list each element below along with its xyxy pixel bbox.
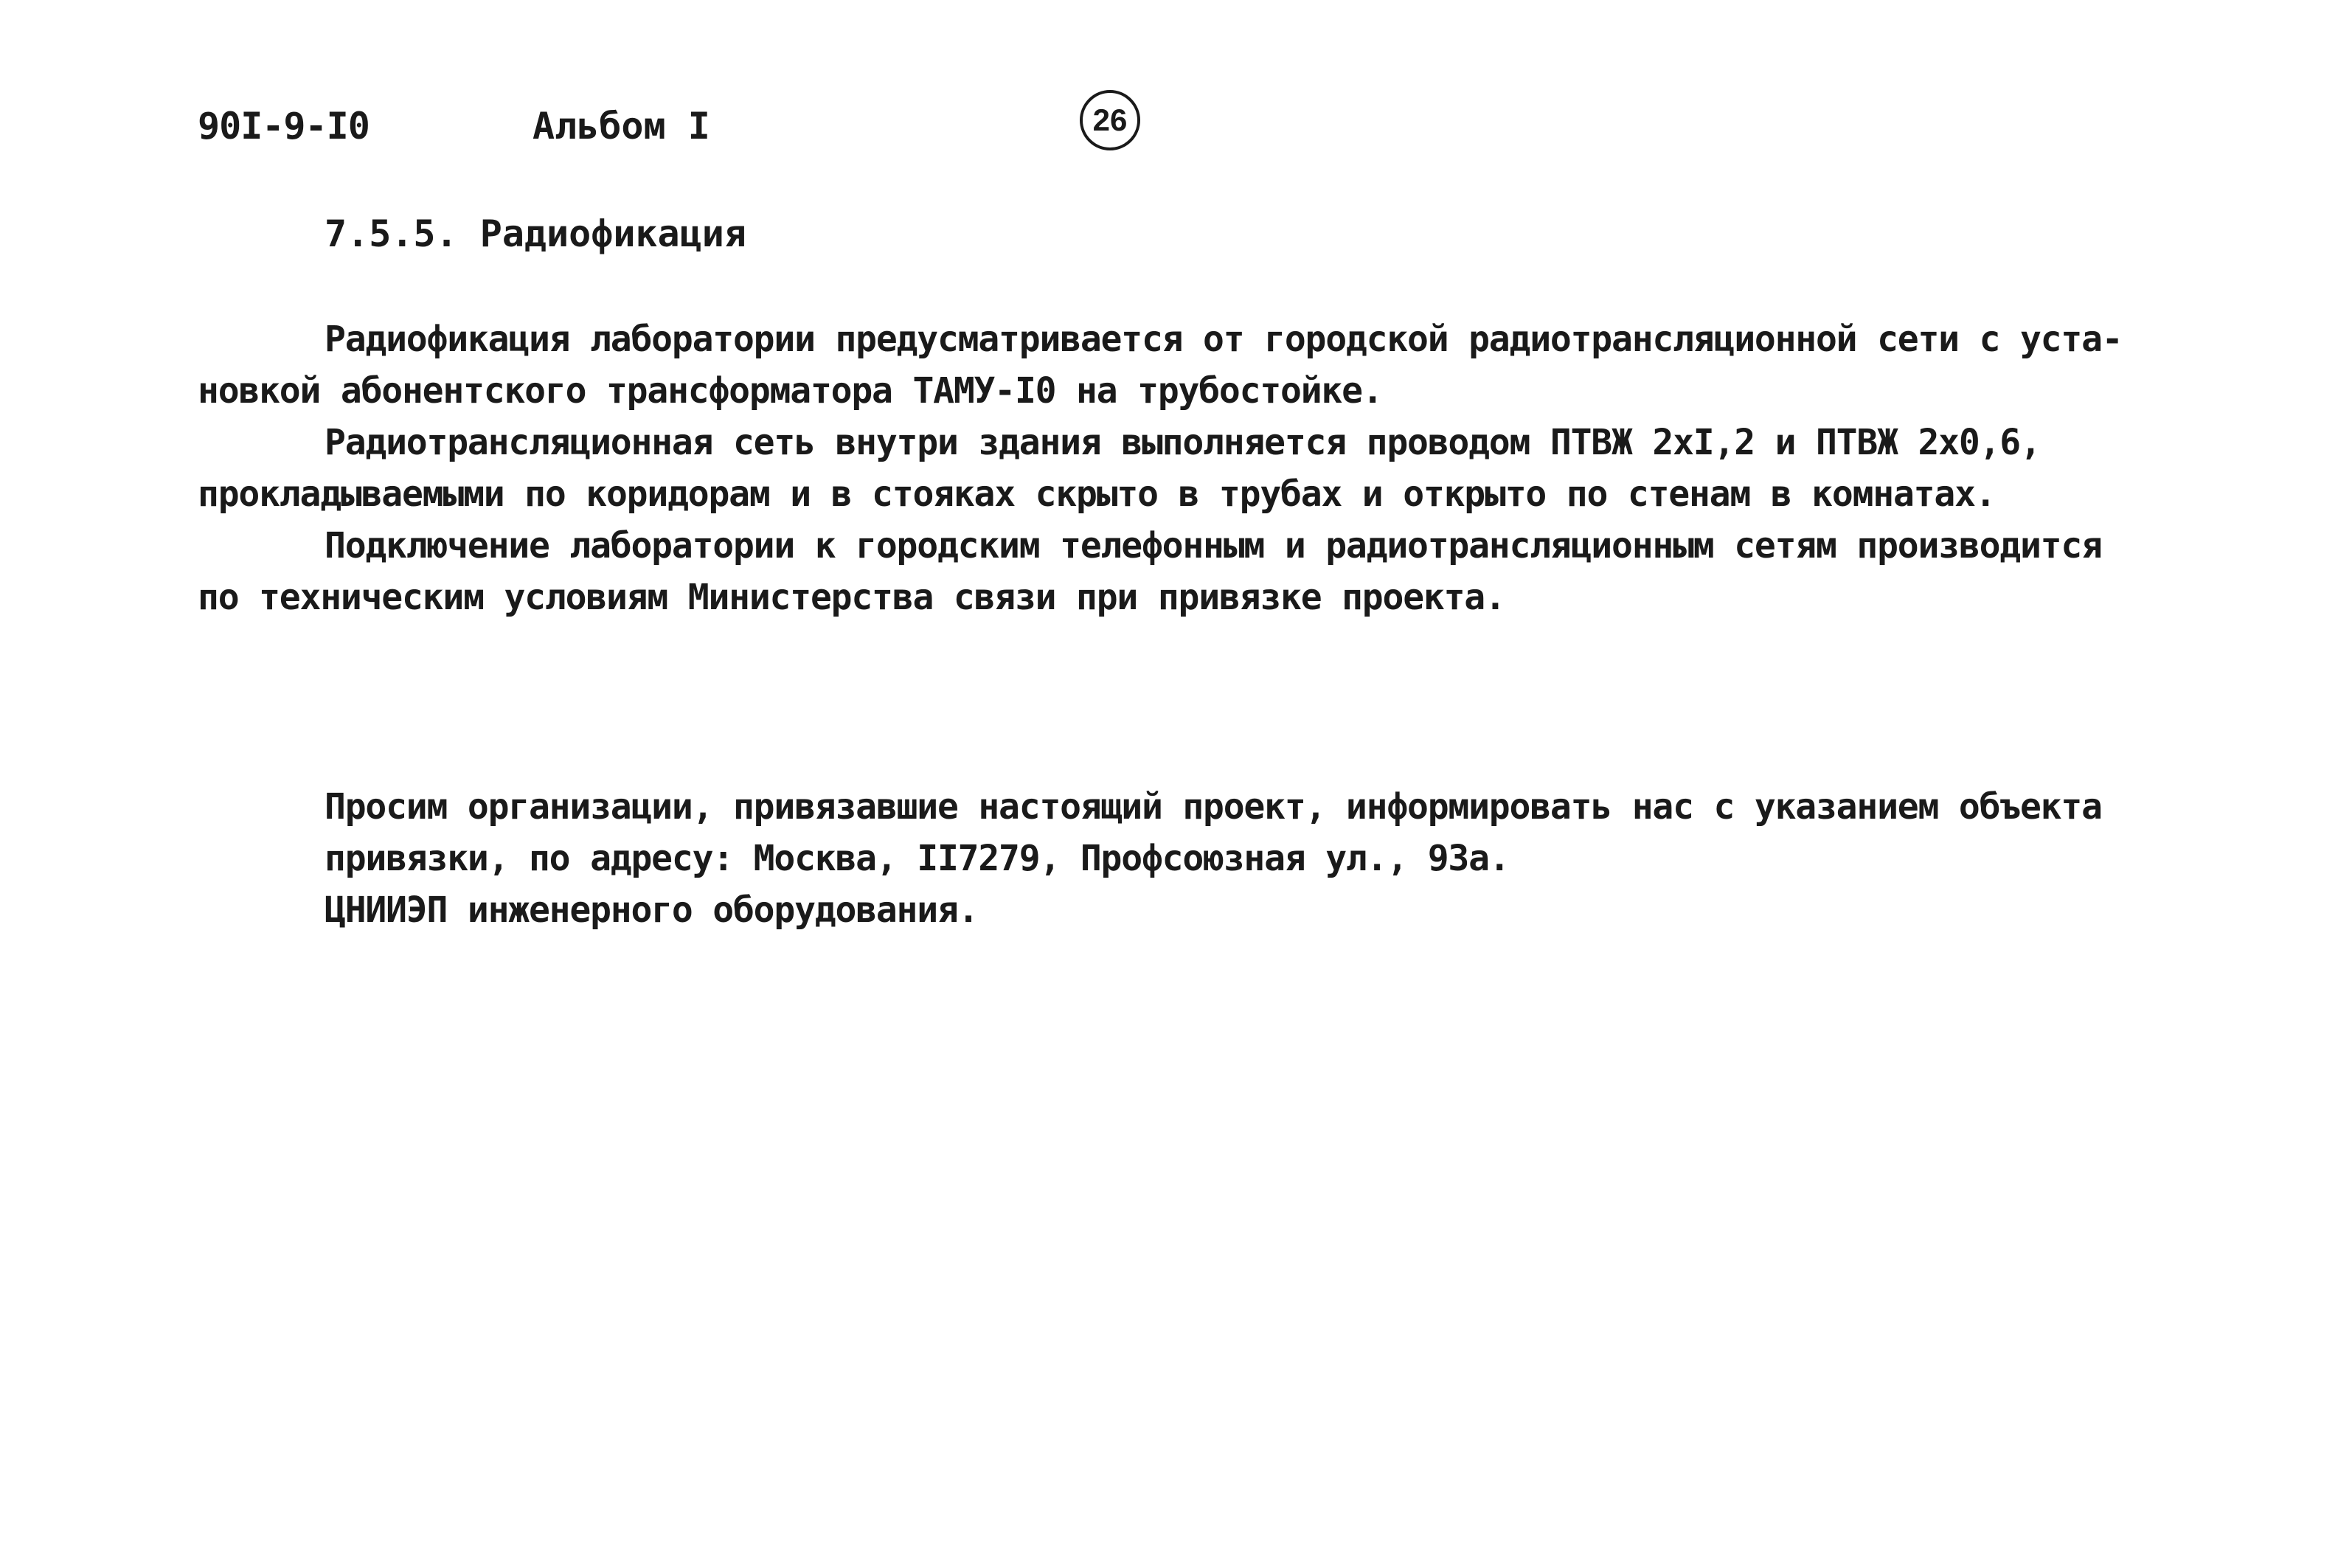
album-label: Альбом I <box>533 105 710 148</box>
body-line-6: по техническим условиям Министерства связи при привязке проекта. <box>198 577 1505 618</box>
body-line-5: Подключение лаборатории к городским телефонным и радиотрансляционным сетям производится <box>325 525 2102 566</box>
body-line-2: новкой абонентского трансформатора ТАМУ-I0 на трубостойке. <box>198 370 1383 412</box>
notice-line-3: ЦНИИЭП инженерного оборудования. <box>325 889 979 931</box>
page-number: 26 <box>1092 103 1128 137</box>
notice-line-1: Просим организации, привязавшие настоящий проект, информировать нас с указанием объекта <box>325 786 2102 828</box>
body-line-1: Радиофикация лаборатории предусматривается от городской радиотрансляционной сети с уста- <box>325 319 2123 360</box>
notice-line-2: привязки, по адресу: Москва, II7279, Профсоюзная ул., 93а. <box>325 838 1510 879</box>
body-line-3: Радиотрансляционная сеть внутри здания выполняется проводом ПТВЖ 2хI,2 и ПТВЖ 2х0,6, <box>325 422 2041 463</box>
document-code: 90I-9-I0 <box>198 105 370 148</box>
section-title: 7.5.5. Радиофикация <box>325 212 746 255</box>
body-line-4: прокладываемыми по коридорам и в стояках скрыто в трубах и открыто по стенам в комнатах. <box>198 473 1996 515</box>
page-number-circle <box>1080 90 1140 150</box>
